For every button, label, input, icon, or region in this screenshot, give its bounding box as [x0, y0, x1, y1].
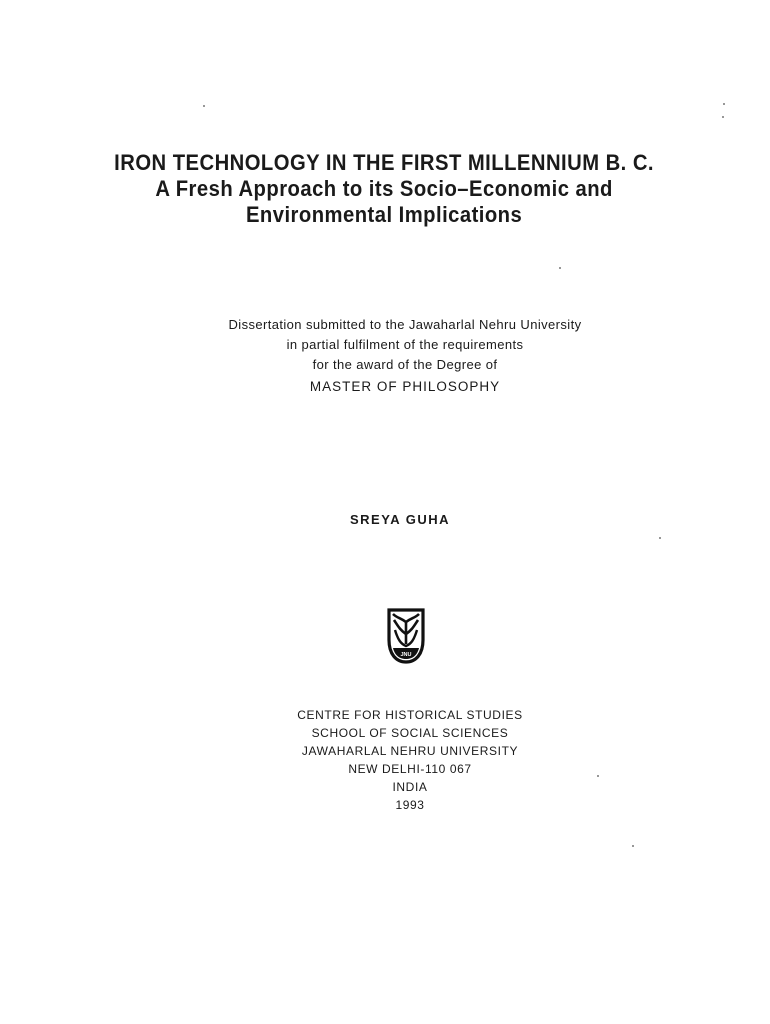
title-line-3: Environmental Implications [245, 202, 523, 227]
dissertation-line-1: Dissertation submitted to the Jawaharlal Nehru University [228, 317, 582, 332]
scan-speck [597, 775, 599, 777]
author-name: SREYA GUHA [349, 512, 450, 527]
country: INDIA [392, 780, 428, 794]
scan-speck [659, 537, 661, 539]
title-line-1: IRON TECHNOLOGY IN THE FIRST MILLENNIUM B. C. [114, 150, 655, 175]
title-line-2: A Fresh Approach to its Socio–Economic and [155, 176, 613, 201]
scan-speck [559, 267, 561, 269]
dissertation-line-3: for the award of the Degree of [312, 357, 498, 372]
scan-speck [723, 103, 725, 105]
centre-name: CENTRE FOR HISTORICAL STUDIES [297, 708, 523, 722]
dissertation-statement [190, 315, 620, 397]
scan-speck [722, 116, 724, 118]
title-block [0, 150, 768, 228]
university-name: JAWAHARLAL NEHRU UNIVERSITY [301, 744, 519, 758]
jnu-emblem-text: JNU [400, 652, 412, 658]
scan-speck [632, 845, 634, 847]
institution-block [210, 706, 610, 814]
jnu-emblem-icon [383, 604, 429, 666]
scan-speck [203, 105, 205, 107]
school-name: SCHOOL OF SOCIAL SCIENCES [311, 726, 509, 740]
dissertation-line-2: in partial fulfilment of the requirements [286, 337, 524, 352]
year: 1993 [395, 798, 425, 812]
city-postcode: NEW DELHI-110 067 [348, 762, 472, 776]
degree-name: MASTER OF PHILOSOPHY [309, 379, 501, 394]
